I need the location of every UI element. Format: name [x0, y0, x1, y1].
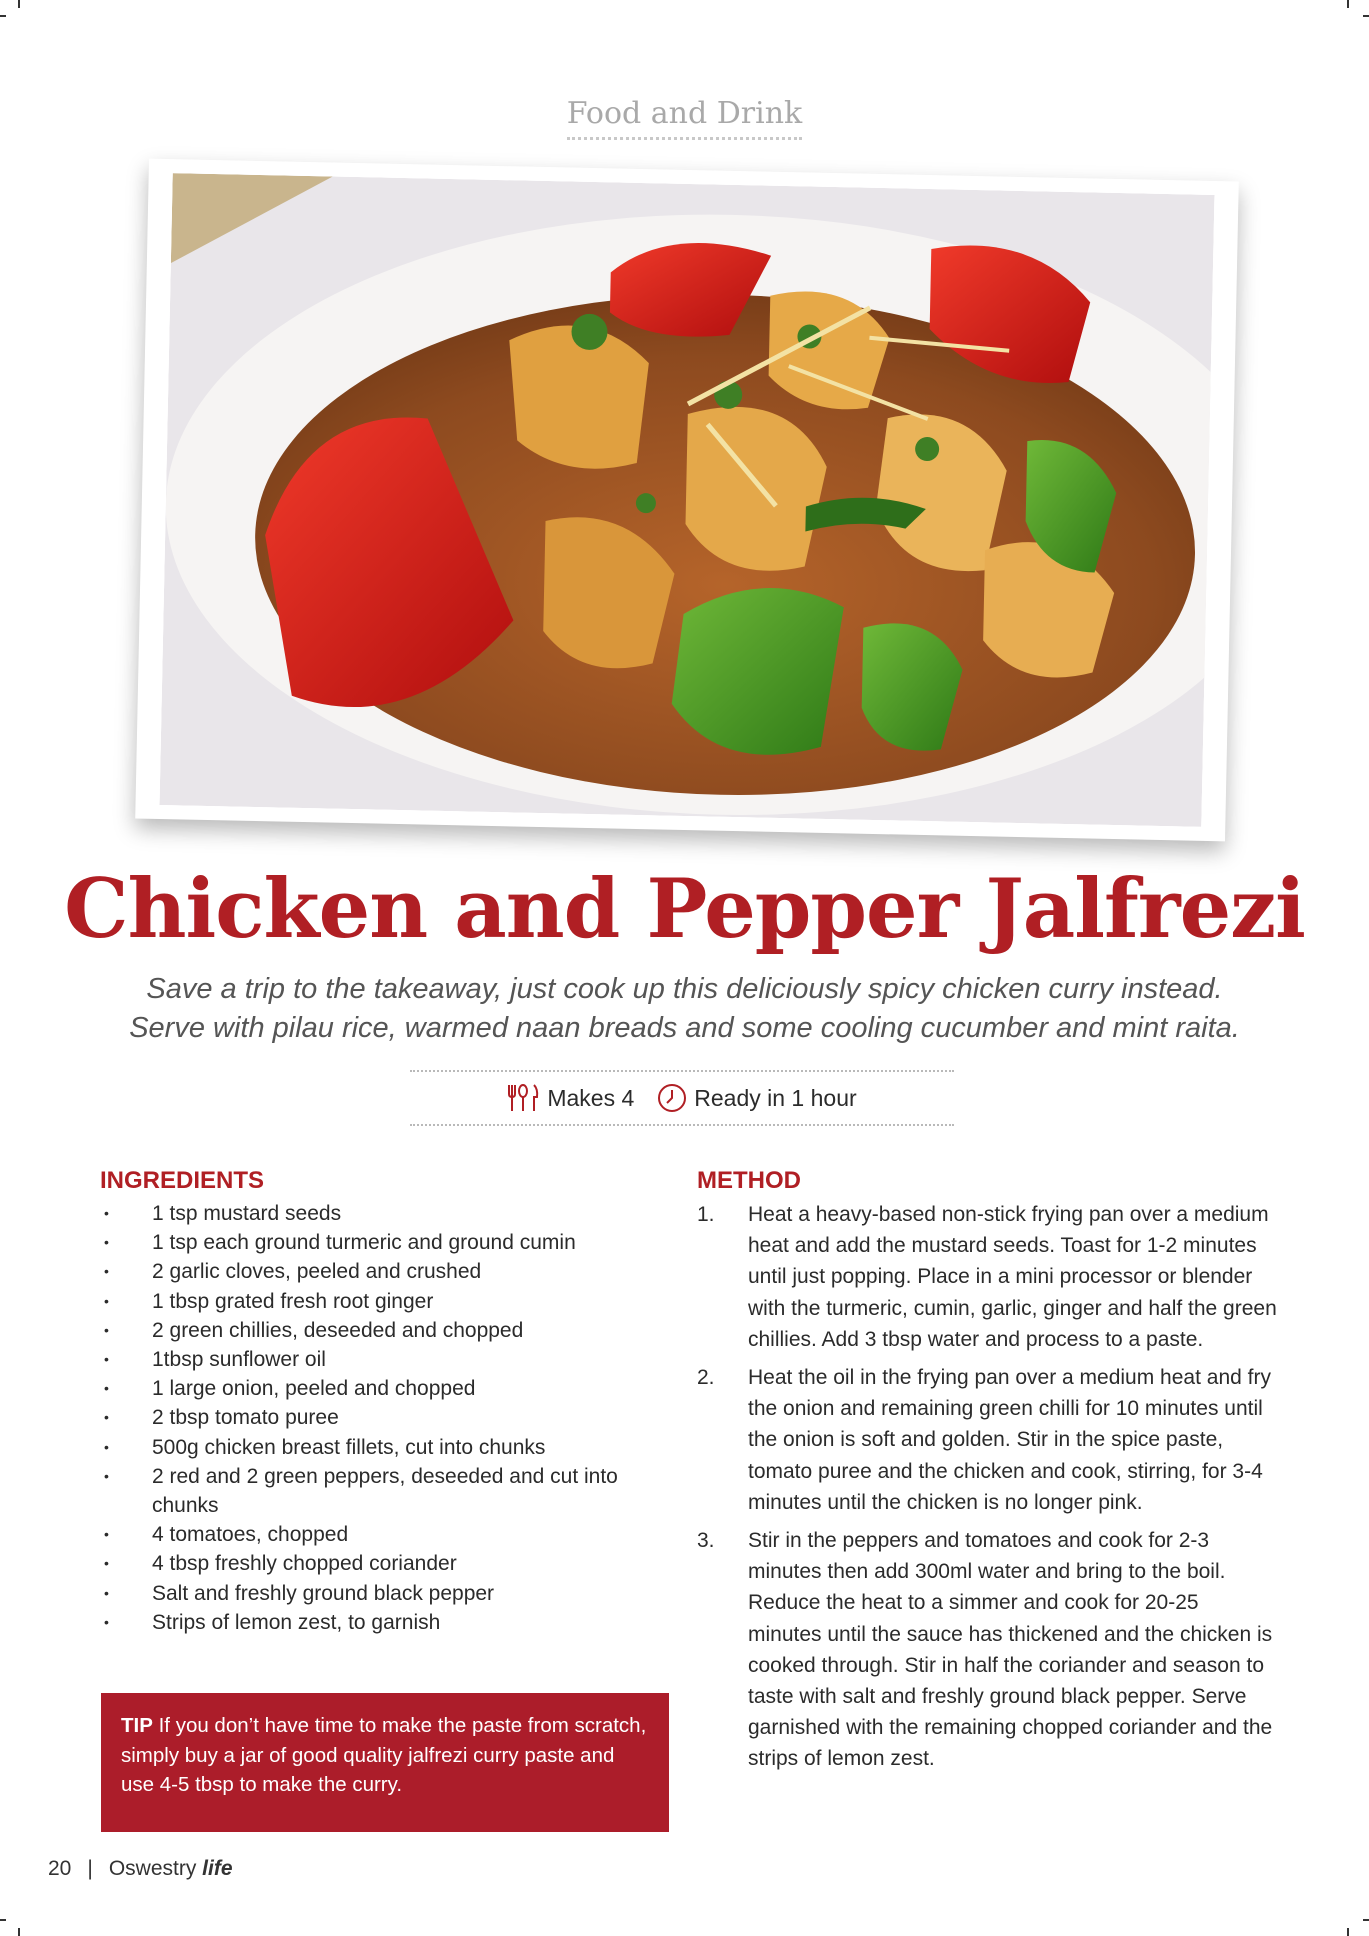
method-heading: METHOD — [697, 1167, 801, 1194]
crop-mark — [18, 1928, 20, 1936]
time-info — [656, 1082, 856, 1114]
intro-line: Save a trip to the takeaway, just cook up this deliciously spicy chicken curry instead. — [146, 973, 1223, 1005]
step-text: Stir in the peppers and tomatoes and cook for 2-3 minutes then add 300ml water and bring to the boil. Reduce the heat to a simmer and cook for 20-25 minutes until the sauce has thickened and the chicken is cooked through. Stir in half the coriander and season to taste with salt and freshly ground black pepper. Serve garnished with the remaining chopped coriander and the strips of lemon zest. — [748, 1529, 1273, 1771]
crop-mark — [1363, 15, 1369, 17]
crop-mark — [1363, 1919, 1369, 1921]
step-text: Heat the oil in the frying pan over a medium heat and fry the onion and remaining green chilli for 10 minutes until the onion is soft and golden. Stir in the spice paste, tomato puree and the chicken and cook, stirring, for 3-4 minutes until the chicken is no longer pink. — [748, 1366, 1271, 1514]
ingredient-item: • 2 garlic cloves, peeled and crushed — [100, 1257, 660, 1286]
ingredient-item: • 1tbsp sunflower oil — [100, 1345, 660, 1374]
step-text: Heat a heavy-based non-stick frying pan over a medium heat and add the mustard seeds. Toast for 1-2 minutes until just popping. Place in a mini processor or blender with the turmeric, cumin, garlic, ginger and half the green chillies. Add 3 tbsp water and process to a paste. — [748, 1203, 1277, 1351]
recipe-title: Chicken and Pepper Jalfrezi — [64, 862, 1305, 957]
crop-mark — [18, 0, 20, 8]
method-step — [697, 1199, 1277, 1355]
intro-line: Serve with pilau rice, warmed naan breads and some cooling cucumber and mint raita. — [129, 1012, 1240, 1044]
footer-separator: | — [87, 1857, 93, 1880]
step-number: 2. — [697, 1366, 715, 1390]
magazine-name: Oswestry — [108, 1857, 203, 1880]
recipe-photo — [159, 173, 1214, 827]
ingredients-heading: INGREDIENTS — [100, 1167, 265, 1194]
recipe-meta — [410, 1070, 954, 1126]
ingredient-item: • 500g chicken breast fillets, cut into chunks — [100, 1433, 660, 1462]
curry-dish-image — [159, 173, 1214, 827]
ingredient-item: • 1 tbsp grated fresh root ginger — [100, 1287, 660, 1316]
section-heading — [0, 96, 1369, 140]
ingredient-item: • 1 tsp mustard seeds — [100, 1199, 660, 1228]
ingredient-item: • 2 red and 2 green peppers, deseeded and cut into chunks — [100, 1462, 660, 1520]
tip-text: If you don’t have time to make the paste from scratch, simply buy a jar of good quality jalfrezi curry paste and use 4-5 tbsp to make the curry. — [121, 1714, 647, 1796]
ingredient-item: • 4 tomatoes, chopped — [100, 1520, 660, 1549]
recipe-intro — [100, 970, 1269, 1048]
tip-label: TIP — [121, 1714, 153, 1737]
page-footer — [48, 1857, 233, 1881]
method-list — [697, 1199, 1277, 1782]
ingredient-item: • Salt and freshly ground black pepper — [100, 1579, 660, 1608]
ingredient-item: • 1 tsp each ground turmeric and ground cumin — [100, 1228, 660, 1257]
recipe-photo-frame — [135, 159, 1239, 842]
ingredient-item: • 4 tbsp freshly chopped coriander — [100, 1549, 660, 1578]
magazine-name-bold: life — [202, 1857, 233, 1880]
serves-info — [507, 1083, 634, 1113]
time-text: Ready in 1 hour — [694, 1084, 857, 1111]
method-step — [697, 1525, 1277, 1775]
ingredients-list — [100, 1199, 660, 1637]
step-number: 3. — [697, 1529, 715, 1553]
ingredient-item: • 1 large onion, peeled and chopped — [100, 1374, 660, 1403]
page-number: 20 — [48, 1857, 72, 1880]
crop-mark — [0, 1919, 6, 1921]
crop-mark — [0, 15, 6, 17]
cutlery-icon — [507, 1083, 541, 1113]
ingredient-item: • 2 tbsp tomato puree — [100, 1403, 660, 1432]
tip-box — [101, 1693, 669, 1832]
serves-text: Makes 4 — [547, 1084, 635, 1111]
ingredient-item: • 2 green chillies, deseeded and chopped — [100, 1316, 660, 1345]
crop-mark — [1347, 0, 1349, 8]
ingredient-item: • Strips of lemon zest, to garnish — [100, 1608, 660, 1637]
step-number: 1. — [697, 1203, 715, 1226]
method-step — [697, 1362, 1277, 1518]
clock-icon — [656, 1082, 688, 1114]
crop-mark — [1347, 1928, 1349, 1936]
section-label: Food and Drink — [567, 96, 802, 140]
